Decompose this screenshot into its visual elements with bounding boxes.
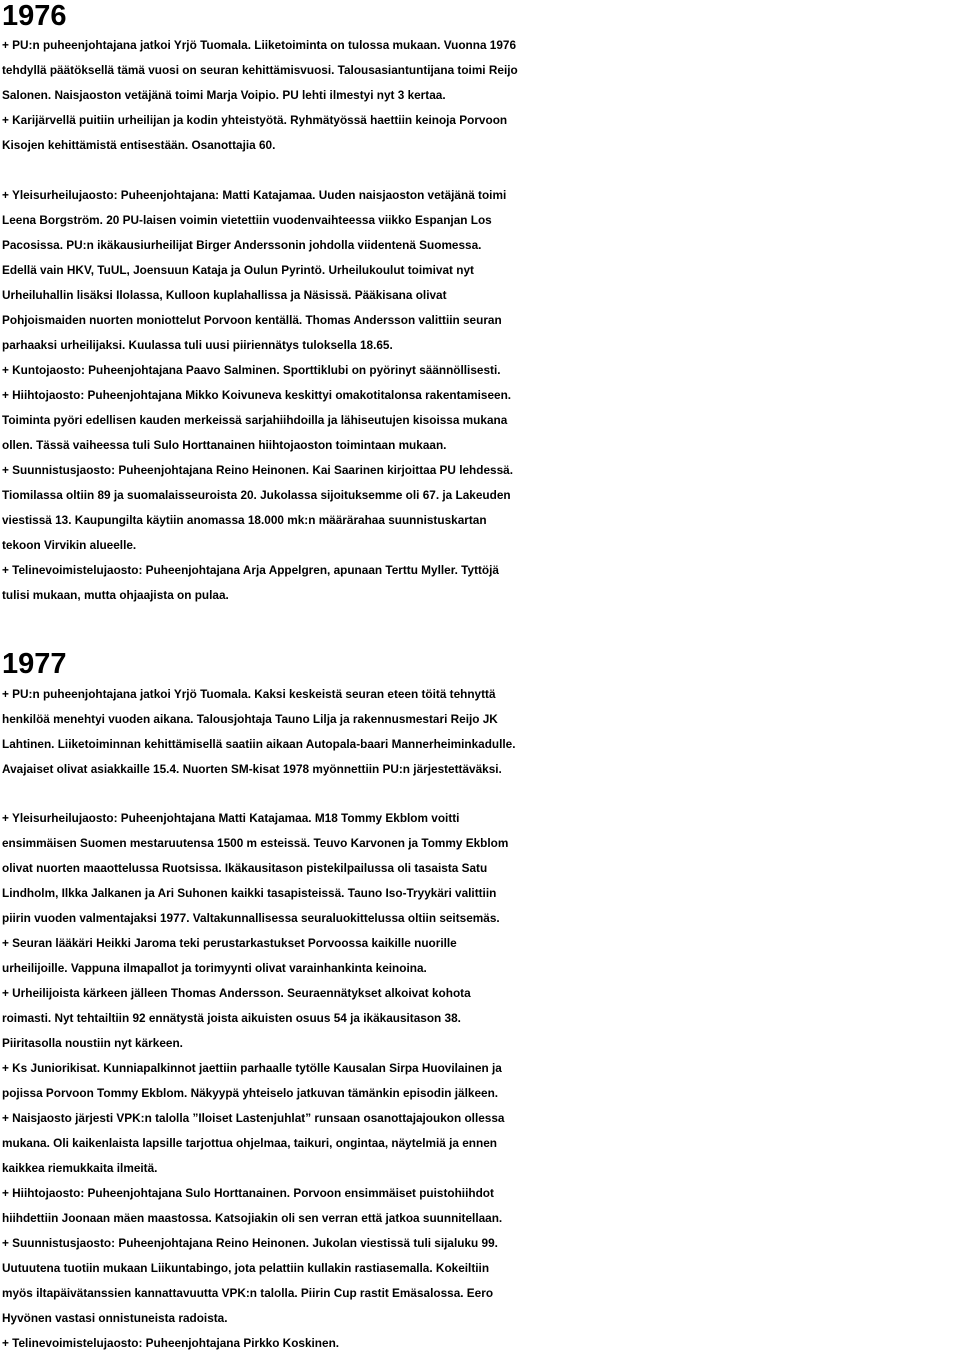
text-line: Pacosissa. PU:n ikäkausiurheilijat Birger Anderssonin johdolla viidentenä Suomessa. (2, 238, 482, 252)
paragraph-1977-general (2, 682, 952, 782)
text-line: tekoon Virvikin alueelle. (2, 538, 137, 552)
text-line: + PU:n puheenjohtajana jatkoi Yrjö Tuomala. Kaksi keskeistä seuran eteen töitä tehnyttä (2, 687, 496, 701)
text-line: + Telinevoimistelujaosto: Puheenjohtajana Arja Appelgren, apunaan Terttu Myller. Tyttöjä (2, 563, 499, 577)
text-line: + Suunnistusjaosto: Puheenjohtajana Reino Heinonen. Kai Saarinen kirjoittaa PU lehdessä. (2, 463, 513, 477)
text-line: tulisi mukaan, mutta ohjaajista on pulaa. (2, 588, 229, 602)
text-line: + Yleisurheilujaosto: Puheenjohtajana: Matti Katajamaa. Uuden naisjaoston vetäjänä toimi (2, 188, 507, 202)
paragraph-1976-general (2, 33, 952, 158)
text-line: + Kuntojaosto: Puheenjohtajana Paavo Salminen. Sporttiklubi on pyörinyt säännöllisesti. (2, 363, 501, 377)
paragraph-1977-divisions (2, 806, 952, 1356)
text-line: Edellä vain HKV, TuUL, Joensuun Kataja ja Oulun Pyrintö. Urheilukoulut toimivat nyt (2, 263, 474, 277)
text-line: + Telinevoimistelujaosto: Puheenjohtajana Pirkko Koskinen. (2, 1336, 340, 1350)
text-line: pojissa Porvoon Tommy Ekblom. Näkyypä yhteiselo jatkuvan tämänkin episodin jälkeen. (2, 1086, 499, 1100)
text-line: Tiomilassa oltiin 89 ja suomalaisseuroista 20. Jukolassa sijoituksemme oli 67. ja Lakeuden (2, 488, 511, 502)
text-line: + Hiihtojaosto: Puheenjohtajana Sulo Horttanainen. Porvoon ensimmäiset puistohiihdot (2, 1186, 494, 1200)
text-line: henkilöä menehtyi vuoden aikana. Talousjohtaja Tauno Lilja ja rakennusmestari Reijo JK (2, 712, 498, 726)
text-line: roimasti. Nyt tehtailtiin 92 ennätystä joista aikuisten osuus 54 ja ikäkausitason 38. (2, 1011, 461, 1025)
text-line: + Suunnistusjaosto: Puheenjohtajana Reino Heinonen. Jukolan viestissä tuli sijaluku 99. (2, 1236, 498, 1250)
text-line: + Hiihtojaosto: Puheenjohtajana Mikko Koivuneva keskittyi omakotitalonsa rakentamiseen. (2, 388, 512, 402)
text-line: urheilijoille. Vappuna ilmapallot ja torimyynti olivat varainhankinta keinoina. (2, 961, 427, 975)
text-line: + PU:n puheenjohtajana jatkoi Yrjö Tuomala. Liiketoiminta on tulossa mukaan. Vuonna 1976 (2, 38, 517, 52)
text-line: + Karijärvellä puitiin urheilijan ja kodin yhteistyötä. Ryhmätyössä haettiin keinoja Porvoon (2, 113, 508, 127)
text-line: Pohjoismaiden nuorten moniottelut Porvoon kentällä. Thomas Andersson valittiin seuran (2, 313, 502, 327)
text-line: myös iltapäivätanssien kannattavuutta VPK:n talolla. Piirin Cup rastit Emäsalossa. Eero (2, 1286, 494, 1300)
text-line: hiihdettiin Joonaan mäen maastossa. Katsojiakin oli sen verran että jatkoa suunnitellaan. (2, 1211, 503, 1225)
text-line: piirin vuoden valmentajaksi 1977. Valtakunnallisessa seuraluokittelussa oltiin seitsemäs. (2, 911, 500, 925)
text-line: Salonen. Naisjaoston vetäjänä toimi Marja Voipio. PU lehti ilmestyi nyt 3 kertaa. (2, 88, 446, 102)
text-line: Toiminta pyöri edellisen kauden merkeissä sarjahiihdoilla ja lähiseutujen kisoissa mukana (2, 413, 508, 427)
text-line: Leena Borgström. 20 PU-laisen voimin vietettiin vuodenvaihteessa viikko Espanjan Los (2, 213, 492, 227)
text-line: ollen. Tässä vaiheessa tuli Sulo Horttanainen hiihtojaoston toimintaan mukaan. (2, 438, 447, 452)
text-line: kaikkea riemukkaita ilmeitä. (2, 1161, 158, 1175)
text-line: Avajaiset olivat asiakkaille 15.4. Nuorten SM-kisat 1978 myönnettiin PU:n järjestettäväksi. (2, 762, 502, 776)
year-heading-1977: 1977 (2, 648, 67, 680)
text-line: Kisojen kehittämistä entisestään. Osanottajia 60. (2, 138, 276, 152)
text-line: mukana. Oli kaikenlaista lapsille tarjottua ohjelmaa, taikuri, ongintaa, näytelmiä ja ennen (2, 1136, 497, 1150)
text-line: viestissä 13. Kaupungilta käytiin anomassa 18.000 mk:n määrärahaa suunnistuskartan (2, 513, 487, 527)
text-line: + Urheilijoista kärkeen jälleen Thomas Andersson. Seuraennätykset alkoivat kohota (2, 986, 471, 1000)
text-line: Hyvönen vastasi onnistuneista radoista. (2, 1311, 228, 1325)
year-heading-1976: 1976 (2, 0, 67, 32)
paragraph-1976-divisions (2, 183, 952, 608)
text-line: Piiritasolla noustiin nyt kärkeen. (2, 1036, 183, 1050)
text-line: Uutuutena tuotiin mukaan Liikuntabingo, jota pelattiin kullakin rastiasemalla. Kokeiltiin (2, 1261, 490, 1275)
text-line: + Seuran lääkäri Heikki Jaroma teki perustarkastukset Porvoossa kaikille nuorille (2, 936, 457, 950)
text-line: + Yleisurheilujaosto: Puheenjohtajana Matti Katajamaa. M18 Tommy Ekblom voitti (2, 811, 460, 825)
text-line: parhaaksi urheilijaksi. Kuulassa tuli uusi piiriennätys tuloksella 18.65. (2, 338, 393, 352)
text-line: ensimmäisen Suomen mestaruutensa 1500 m esteissä. Teuvo Karvonen ja Tommy Ekblom (2, 836, 509, 850)
text-line: Lahtinen. Liiketoiminnan kehittämisellä saatiin aikaan Autopala-baari Mannerheiminkadulle. (2, 737, 516, 751)
text-line: Urheiluhallin lisäksi Ilolassa, Kulloon kuplahallissa ja Näsissä. Pääkisana olivat (2, 288, 447, 302)
text-line: + Ks Juniorikisat. Kunniapalkinnot jaettiin parhaalle tytölle Kausalan Sirpa Huovilainen ja (2, 1061, 502, 1075)
text-line: tehdyllä päätöksellä tämä vuosi on seuran kehittämisvuosi. Talousasiantuntijana toimi Reijo (2, 63, 518, 77)
text-line: + Naisjaosto järjesti VPK:n talolla ”Iloiset Lastenjuhlat” runsaan osanottajajoukon ollessa (2, 1111, 505, 1125)
text-line: olivat nuorten maaottelussa Ruotsissa. Ikäkausitason pistekilpailussa oli tasaista Satu (2, 861, 488, 875)
text-line: Lindholm, Ilkka Jalkanen ja Ari Suhonen kaikki tasapisteissä. Tauno Iso-Tryykäri valittiin (2, 886, 497, 900)
